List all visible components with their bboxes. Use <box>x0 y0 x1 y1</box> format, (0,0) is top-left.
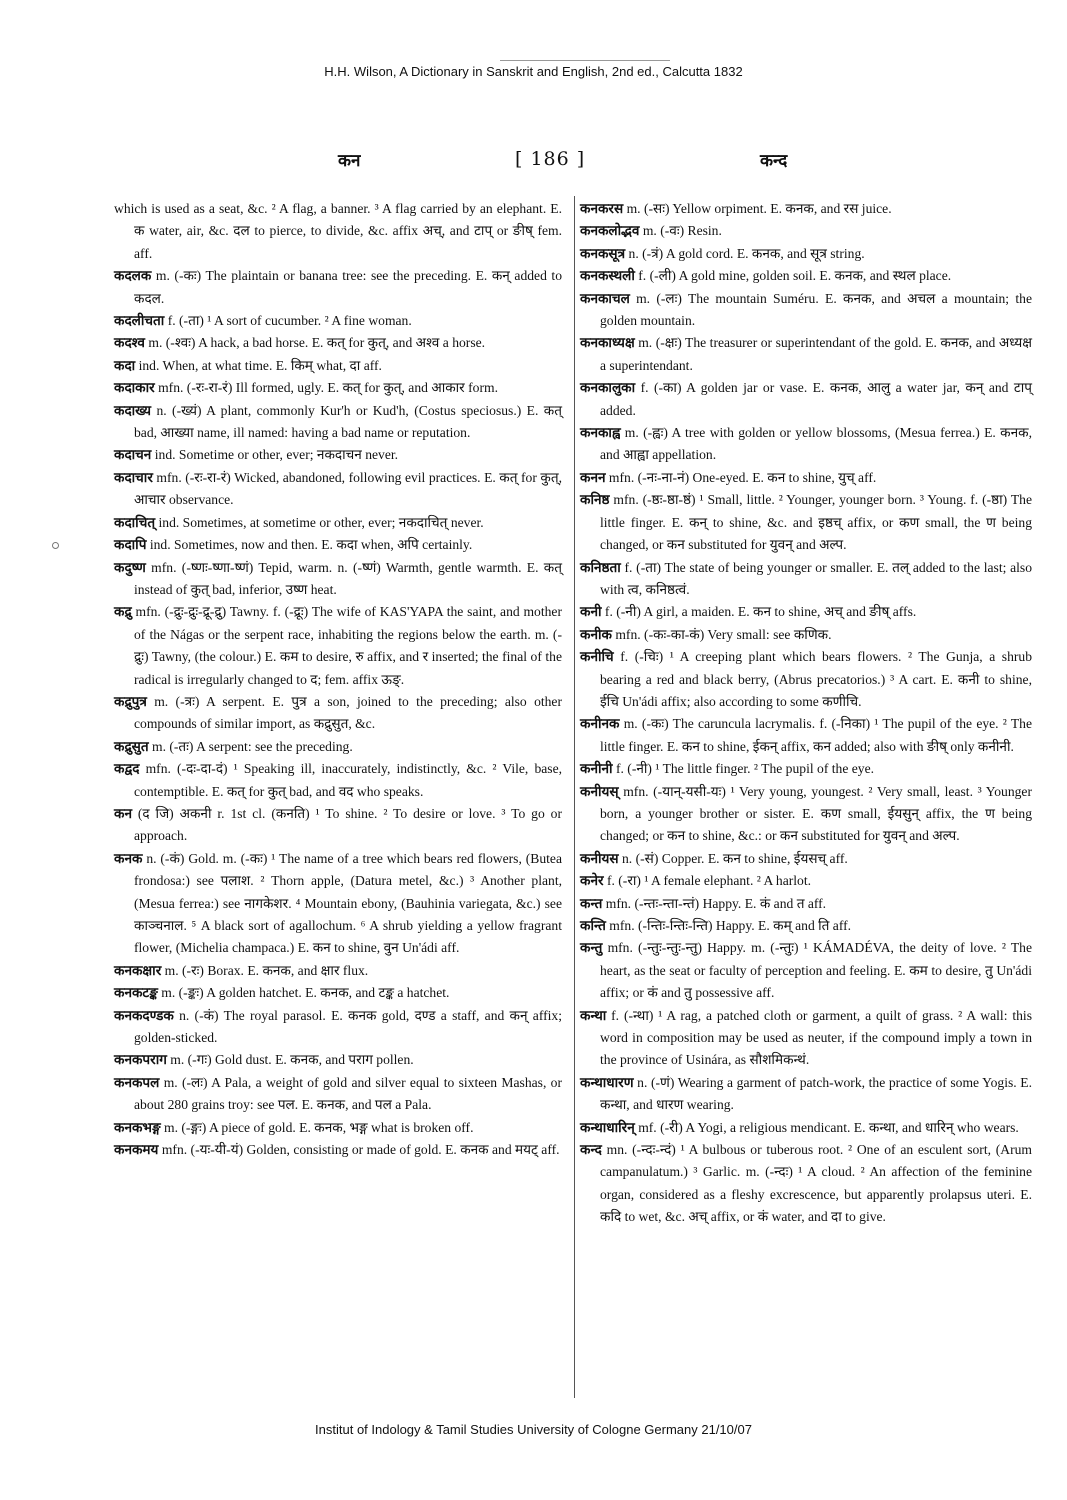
entry-definition: f. (-नी) A girl, a maiden. E. कन to shine, अच् and ङीष् affs. <box>601 604 917 620</box>
dictionary-entry <box>580 265 1032 287</box>
entry-headword: कद्रुसुत <box>114 738 149 754</box>
entry-definition: ind. Sometimes, now and then. E. कदा when, अपि certainly. <box>146 537 473 553</box>
dictionary-entry <box>114 848 562 960</box>
entry-headword: कन्थाधारिन् <box>580 1119 635 1135</box>
dictionary-entry <box>580 870 1032 892</box>
entry-definition: ind. When, at what time. E. किम् what, दा aff. <box>135 357 382 373</box>
entry-definition: mn. (-न्दः-न्दं) ¹ A bulbous or tuberous root. ² One of an esculent sort, (Arum campanulatum.) ³ Garlic. m. (-न्दः) ¹ A cloud. ² An affection of the feminine organ, considered as a fleshy excrescence, but apparently prolapsus uteri. E. कदि to wet, &c. अच् affix, or कं water, and दा to give. <box>600 1142 1032 1225</box>
dictionary-entry <box>580 467 1032 489</box>
entry-definition: m. (-क्षः) The treasurer or superintendant of the gold. E. कनक, and अध्यक्ष a superintendant. <box>600 335 1032 373</box>
entry-definition: m. (-तः) A serpent: see the preceding. <box>148 738 353 754</box>
entry-definition: mfn. (-न्तुः-न्तुः-न्तु) Happy. m. (-न्तुः) ¹ KÁMADÉVA, the deity of love. ² The heart, as the seat or faculty of perception and feeling. E. कम to desire, तु Un'ádi affix; or कं and तु possessive aff. <box>600 940 1032 1001</box>
dictionary-entry <box>114 310 562 332</box>
dictionary-entry <box>580 557 1032 602</box>
entry-headword: कनीयस <box>580 850 619 866</box>
entry-definition: mfn. (-ष्णः-ष्णा-ष्णं) Tepid, warm. n. (-ष्णं) Warmth, gentle warmth. E. कत् instead of कुत् bad, inferior, उष्ण heat. <box>134 559 562 597</box>
entry-headword: कदश्व <box>114 335 145 351</box>
margin-mark-icon <box>52 542 59 549</box>
entry-definition: m. (-ङ्कः) A golden hatchet. E. कनक, and टङ्क a hatchet. <box>157 985 450 1001</box>
dictionary-entry <box>580 220 1032 242</box>
entry-headword: कनकालुका <box>580 380 636 396</box>
entry-definition: mfn. (-नः-ना-नं) One-eyed. E. कन to shine, युच् aff. <box>605 469 877 485</box>
dictionary-entry <box>114 1049 562 1071</box>
entry-definition: mfn. (-रः-रा-रं) Ill formed, ugly. E. कत् for कुत्, and आकार form. <box>154 380 498 396</box>
entry-definition: f. (-ता) ¹ A sort of cucumber. ² A fine woman. <box>164 313 412 329</box>
entry-definition: mf. (-री) A Yogi, a religious mendicant. E. कन्था, and धारिन् who wears. <box>634 1119 1019 1135</box>
entry-headword: कनकपल <box>114 1074 160 1090</box>
entry-definition: m. (-लः) The mountain Suméru. E. कनक, and अचल a mountain; the golden mountain. <box>600 290 1032 329</box>
entry-headword: कनिष्ठता <box>580 559 621 575</box>
dictionary-entry <box>114 355 562 377</box>
entry-definition: m. (-रः) Borax. E. कनक, and क्षार flux. <box>161 962 369 978</box>
entry-headword: कनकटङ्क <box>114 985 158 1001</box>
entry-headword: कनकक्षार <box>114 962 162 978</box>
entry-definition: which is used as a seat, &c. ² A flag, a banner. ³ A flag carried by an elephant. E. क water, air, &c. दल to pierce, to divide, &c. affix अच्, and टाप् or ङीष् fem. aff. <box>114 201 562 261</box>
dictionary-entry <box>114 400 562 445</box>
right-column <box>580 198 1032 1229</box>
entry-headword: कनकमय <box>114 1142 159 1158</box>
entry-definition: f. (-न्था) ¹ A rag, a patched cloth or garment, a quilt of grass. ² A wall: this word in composition may be used as neuter, if the compound imply a town in the province of Usinára, as सौशमिकन्थं. <box>600 1007 1032 1068</box>
dictionary-entry <box>580 915 1032 937</box>
entry-definition: m. (-वः) Resin. <box>639 223 722 239</box>
entry-headword: कदाचार <box>114 469 153 485</box>
entry-headword: कन्द <box>580 1142 602 1158</box>
dictionary-entry <box>114 691 562 736</box>
dictionary-entry <box>114 803 562 848</box>
dictionary-entry <box>580 332 1032 377</box>
dictionary-entry <box>114 467 562 512</box>
entry-headword: कनकपराग <box>114 1052 167 1068</box>
dictionary-entry <box>114 601 562 691</box>
entry-headword: कदाख्य <box>114 402 152 418</box>
dictionary-entry <box>580 848 1032 870</box>
entry-definition: mfn. (-न्तिः-न्तिः-न्ति) Happy. E. कम् and ति aff. <box>605 918 852 933</box>
entry-definition: f. (-चिः) ¹ A creeping plant which bears flowers. ² The Gunja, a shrub bearing a red and black berry, (Abrus precatorios.) ³ A cart. E. कनी to shine, ईचि Un'ádi affix; also according to some कणीचि. <box>600 649 1032 709</box>
dictionary-entry <box>580 422 1032 467</box>
entry-definition: n. (-ख्यं) A plant, commonly Kur'h or Kud'h, (Costus speciosus.) E. कत् bad, आख्या name, ill named: having a bad name or reputation. <box>134 402 562 441</box>
right-running-headword: कन्द <box>760 151 788 171</box>
dictionary-entry <box>580 781 1032 848</box>
dictionary-entry <box>114 557 562 602</box>
entry-definition: f. (-रा) ¹ A female elephant. ² A harlot. <box>603 873 812 889</box>
entry-definition: mfn. (-द्रुः-द्रुः-द्रू-द्रु) Tawny. f. (-द्रूः) The wife of KAS'YAPA the saint, and mother of the Nágas or the serpent race, inhabiting the regions below the earth. m. (-द्रुः) Tawny, (the colour.) E. कम to desire, रु affix, and र inserted; the final of the radical is irregularly changed to द; fem. affix ऊङ्. <box>131 604 562 687</box>
entry-headword: कनेर <box>580 873 604 889</box>
column-divider <box>574 196 575 1398</box>
entry-headword: कदाचन <box>114 447 152 463</box>
entry-definition: mfn. (-ष्ठः-ष्ठा-ष्ठं) ¹ Small, little. ² Younger, younger born. ³ Young. f. (-ष्ठा) The little finger. E. कन् to shine, &c. and इष्ठच् affix, or कण small, the ण being changed, or कन substituted for युवन् and अल्प. <box>600 492 1032 553</box>
left-running-headword: कन <box>338 151 361 171</box>
entry-headword: कदाकार <box>114 380 155 396</box>
dictionary-entry <box>580 1005 1032 1072</box>
dictionary-entry <box>580 1139 1032 1229</box>
entry-definition: f. (-ता) The state of being younger or smaller. E. तल् added to the last; also with त्व, कनिष्ठत्वं. <box>600 559 1032 597</box>
entry-definition: mfn. (-दः-दा-दं) ¹ Speaking ill, inaccurately, indistinctly, &c. ² Vile, base, contemptible. E. कत् for कुत् bad, and वद who speaks. <box>134 761 562 799</box>
dictionary-entry <box>580 937 1032 1004</box>
dictionary-entry <box>114 444 562 466</box>
entry-headword: कनन <box>580 469 606 485</box>
entry-definition: (द जि) अकनी r. 1st cl. (कनति) ¹ To shine. ² To desire or love. ³ To go or approach. <box>132 805 562 844</box>
entry-headword: कन्ति <box>580 918 606 933</box>
entry-definition: m. (-सः) Yellow orpiment. E. कनक, and रस juice. <box>623 201 892 216</box>
entry-definition: mfn. (-न्तः-न्ता-न्तं) Happy. E. कं and त aff. <box>602 895 827 911</box>
entry-headword: कनकदण्डक <box>114 1007 174 1023</box>
entry-definition: mfn. (-यान्-यसी-यः) ¹ Very young, youngest. ² Very small, least. ³ Younger born, a younger brother or sister. E. कण small, ईयसुन् affix, the ण being changed; or कन to shine, &c.: or कन substituted for युवन् and अल्प. <box>600 783 1032 844</box>
dictionary-entry <box>114 960 562 982</box>
entry-headword: कनकसूत्र <box>580 245 626 261</box>
dictionary-entry <box>114 1139 562 1161</box>
entry-headword: कनकाचल <box>580 290 630 306</box>
dictionary-entry <box>580 893 1032 915</box>
dictionary-entry <box>580 601 1032 623</box>
entry-headword: कनकरस <box>580 201 624 216</box>
dictionary-entry <box>114 1072 562 1117</box>
dictionary-entry <box>580 243 1032 265</box>
entry-headword: कद्वद <box>114 761 140 777</box>
entry-headword: कनकलोद्भव <box>580 223 640 239</box>
entry-headword: कनकाह्व <box>580 425 621 441</box>
dictionary-entry <box>114 758 562 803</box>
dictionary-entry <box>580 646 1032 713</box>
dictionary-entry <box>580 1117 1032 1139</box>
entry-headword: कन <box>114 805 132 821</box>
entry-headword: कदलक <box>114 268 152 284</box>
dictionary-entry <box>114 1117 562 1139</box>
entry-headword: कनीयस् <box>580 783 619 799</box>
entry-headword: कदाचित् <box>114 514 156 530</box>
entry-headword: कनकाध्यक्ष <box>580 335 635 351</box>
entry-headword: कद्रु <box>114 604 132 620</box>
entry-definition: m. (-ङ्गः) A piece of gold. E. कनक, भङ्ग what is broken off. <box>160 1119 474 1135</box>
dictionary-entry <box>114 512 562 534</box>
dictionary-entry <box>114 534 562 556</box>
dictionary-entry <box>114 198 562 265</box>
entry-definition: m. (-गः) Gold dust. E. कनक, and पराग pollen. <box>166 1052 414 1068</box>
dictionary-entry <box>580 489 1032 556</box>
dictionary-entry <box>580 713 1032 758</box>
footer-credit: Institut of Indology & Tamil Studies University of Cologne Germany 21/10/07 <box>315 1422 752 1437</box>
header-rule <box>500 60 670 61</box>
entry-headword: कनिष्ठ <box>580 492 610 508</box>
dictionary-entry <box>580 1072 1032 1117</box>
dictionary-entry <box>114 265 562 310</box>
entry-headword: कदा <box>114 357 136 373</box>
entry-definition: m. (-कः) The caruncula lacrymalis. f. (-निका) ¹ The pupil of the eye. ² The little finger. E. कन to shine, ईकन् affix, कन added; also with ङीष् only कनीनी. <box>600 716 1032 754</box>
entry-definition: f. (-ली) A gold mine, golden soil. E. कनक, and स्थल place. <box>634 268 952 284</box>
entry-headword: कनक <box>114 850 143 866</box>
entry-definition: mfn. (-यः-यी-यं) Golden, consisting or made of gold. E. कनक and मयट् aff. <box>158 1142 560 1158</box>
dictionary-entry <box>114 377 562 399</box>
entry-headword: कदलीचता <box>114 313 165 329</box>
entry-definition: n. (-त्रं) A gold cord. E. कनक, and सूत्र string. <box>625 245 865 261</box>
entry-headword: कदापि <box>114 537 147 553</box>
dictionary-entry <box>114 332 562 354</box>
entry-headword: कन्थाधारण <box>580 1074 634 1090</box>
entry-headword: कन्तु <box>580 940 603 956</box>
source-credit: H.H. Wilson, A Dictionary in Sanskrit and English, 2nd ed., Calcutta 1832 <box>324 64 743 79</box>
entry-headword: कनीक <box>580 626 612 642</box>
entry-definition: mfn. (-कः-का-कं) Very small: see कणिक. <box>611 626 832 642</box>
entry-headword: कदुष्ण <box>114 559 146 575</box>
entry-definition: f. (-का) A golden jar or vase. E. कनक, आलु a water jar, कन् and टाप् added. <box>600 380 1032 418</box>
entry-headword: कनीनक <box>580 716 620 732</box>
entry-headword: कनी <box>580 604 602 620</box>
dictionary-entry <box>114 982 562 1004</box>
dictionary-entry <box>580 624 1032 646</box>
entry-definition: m. (-त्रः) A serpent. E. पुत्र a son, joined to the preceding; also other compounds of similar import, as कद्रुसुत, &c. <box>134 693 562 732</box>
entry-definition: n. (-णं) Wearing a garment of patch-work, the practice of some Yogis. E. कन्था, and धारण wearing. <box>600 1074 1032 1113</box>
entry-definition: n. (-सं) Copper. E. कन to shine, ईयसच् aff. <box>618 850 848 866</box>
entry-definition: m. (-लः) A Pala, a weight of gold and silver equal to sixteen Mashas, or about 280 grains troy: see पल. E. कनक, and पल a Pala. <box>134 1074 562 1113</box>
entry-definition: f. (-नी) ¹ The little finger. ² The pupil of the eye. <box>612 761 875 777</box>
entry-definition: ind. Sometimes, at sometime or other, ever; नकदाचित् never. <box>155 514 484 530</box>
entry-headword: कनकभङ्ग <box>114 1119 161 1135</box>
entry-definition: mfn. (-रः-रा-रं) Wicked, abandoned, following evil practices. E. कत् for कुत्, आचार observance. <box>134 469 562 508</box>
entry-headword: कनकस्थली <box>580 268 635 284</box>
entry-definition: m. (-ह्वः) A tree with golden or yellow blossoms, (Mesua ferrea.) E. कनक, and आह्वा appellation. <box>600 425 1032 463</box>
left-column <box>114 198 562 1161</box>
dictionary-entry <box>580 758 1032 780</box>
entry-headword: कनीनी <box>580 761 613 777</box>
entry-definition: m. (-कः) The plaintain or banana tree: see the preceding. E. कन् added to कदल. <box>134 268 562 306</box>
entry-definition: m. (-श्वः) A hack, a bad horse. E. कत् for कुत्, and अश्व a horse. <box>145 335 486 351</box>
dictionary-entry <box>580 288 1032 333</box>
dictionary-entry <box>580 377 1032 422</box>
entry-headword: कन्था <box>580 1007 607 1023</box>
entry-definition: n. (-कं) Gold. m. (-कः) ¹ The name of a tree which bears red flowers, (Butea frondosa:) see पलाश. ² Thorn apple, (Datura metel, &c.) ³ Another plant, (Mesua ferrea:) see नागकेशर. ⁴ Mountain ebony, (Bauhinia variegata, &c.) see काञ्चनाल. ⁵ A black sort of agallochum. ⁶ A shrub yielding a yellow fragrant flower, (Michelia champaca.) E. कन to shine, वुन Un'ádi aff. <box>134 850 562 956</box>
dictionary-entry <box>114 1005 562 1050</box>
entry-definition: n. (-कं) The royal parasol. E. कनक gold, दण्ड a staff, and कन् affix; golden-sticked. <box>134 1007 562 1046</box>
dictionary-entry <box>114 736 562 758</box>
entry-headword: कन्त <box>580 895 603 911</box>
entry-headword: कनीचि <box>580 649 614 665</box>
entry-headword: कद्रुपुत्र <box>114 693 147 709</box>
page-number: [ 186 ] <box>515 148 586 170</box>
running-header <box>0 148 1067 178</box>
entry-definition: ind. Sometime or other, ever; नकदाचन never. <box>151 447 399 463</box>
dictionary-entry <box>580 198 1032 220</box>
